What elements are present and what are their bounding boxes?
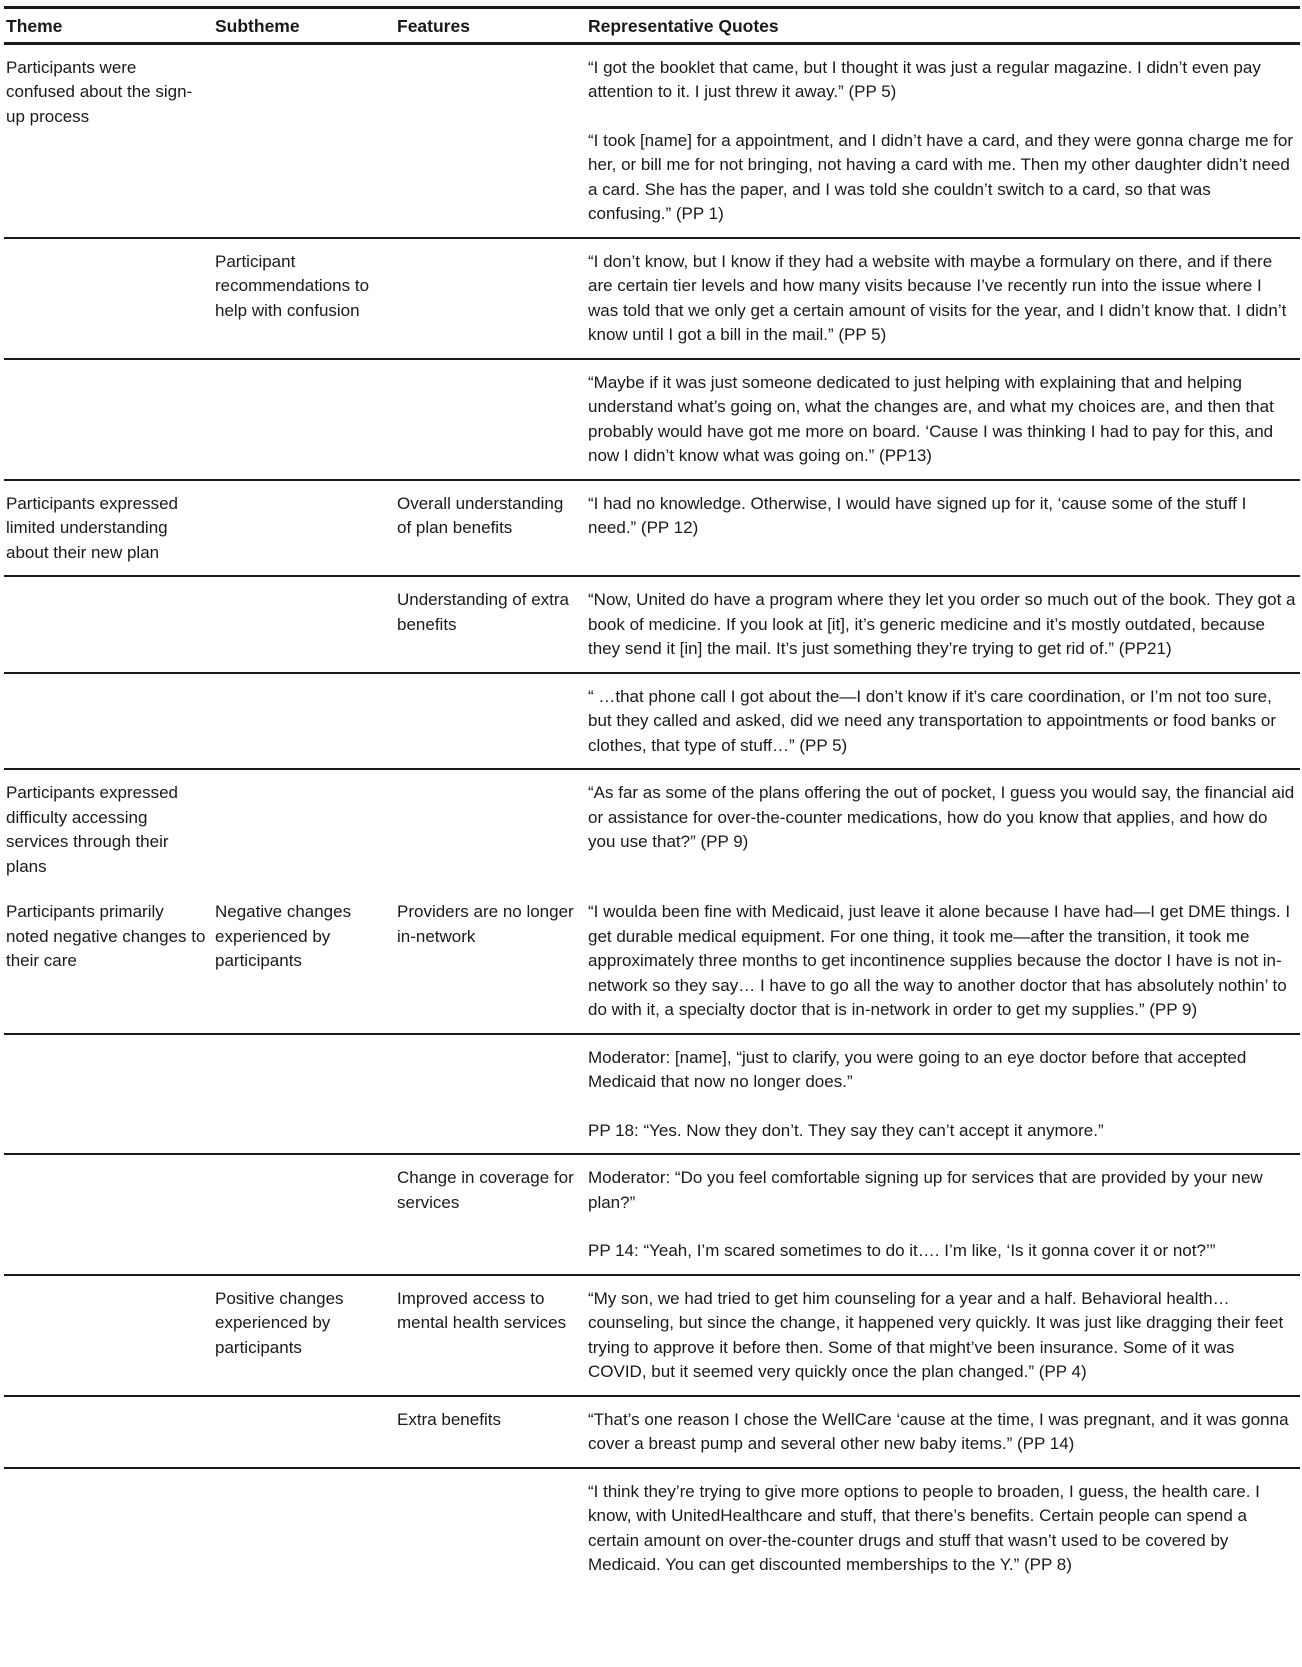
theme-cell xyxy=(4,1154,213,1275)
header-subtheme: Subtheme xyxy=(213,8,395,44)
table-body xyxy=(4,43,1300,1588)
features-cell xyxy=(395,1468,586,1588)
subtheme-cell xyxy=(213,1154,395,1275)
subtheme-cell xyxy=(213,673,395,770)
features-cell xyxy=(395,43,586,238)
representative-quote: “I had no knowledge. Otherwise, I would have signed up for it, ‘cause some of the stuff I need.” (PP 12) xyxy=(588,493,1247,537)
table-row xyxy=(4,1396,1300,1468)
features-cell xyxy=(395,769,586,889)
features-cell: Improved access to mental health services xyxy=(395,1275,586,1396)
representative-quote: Moderator: [name], “just to clarify, you were going to an eye doctor before that accepted Medicaid that now no longer does.” xyxy=(588,1047,1247,1091)
header-quotes: Representative Quotes xyxy=(586,8,1300,44)
representative-quote: PP 14: “Yeah, I’m scared sometimes to do it…. I’m like, ‘Is it gonna cover it or not?’” xyxy=(588,1241,1216,1260)
quotes-cell xyxy=(586,1396,1300,1468)
theme-cell xyxy=(4,1275,213,1396)
subtheme-cell: Positive changes experienced by participants xyxy=(213,1275,395,1396)
theme-cell xyxy=(4,1396,213,1468)
table-header xyxy=(4,8,1300,44)
theme-cell xyxy=(4,238,213,359)
quotes-cell xyxy=(586,480,1300,577)
header-row xyxy=(4,8,1300,44)
table-row xyxy=(4,1154,1300,1275)
table-row xyxy=(4,673,1300,770)
subtheme-cell xyxy=(213,359,395,480)
features-cell xyxy=(395,238,586,359)
subtheme-cell: Participant recommendations to help with confusion xyxy=(213,238,395,359)
theme-cell xyxy=(4,1468,213,1588)
table-row xyxy=(4,576,1300,673)
subtheme-cell xyxy=(213,769,395,889)
representative-quote: Moderator: “Do you feel comfortable signing up for services that are provided by your new plan?” xyxy=(588,1168,1263,1212)
features-cell xyxy=(395,1034,586,1155)
theme-cell: Participants expressed difficulty accessing services through their plans xyxy=(6,783,178,876)
subtheme-cell xyxy=(213,1034,395,1155)
quotes-cell xyxy=(586,673,1300,770)
quotes-cell xyxy=(586,769,1300,889)
subtheme-cell xyxy=(213,1468,395,1588)
representative-quote: “I woulda been fine with Medicaid, just leave it alone because I have had—I get DME things. I get durable medical equipment. For one thing, it took me—after the transition, it took me approximately three months to get incontinence supplies because the doctor I have is not in-network so they say… I have to go all the way to another doctor that has absolutely nothin’ to do with it, a specialty doctor that is in-network in order to get my supplies.” (PP 9) xyxy=(588,902,1291,1019)
theme-cell xyxy=(4,359,213,480)
header-features: Features xyxy=(395,8,586,44)
theme-cell xyxy=(4,576,213,673)
quotes-cell xyxy=(586,889,1300,1034)
quotes-cell xyxy=(586,238,1300,359)
subtheme-cell xyxy=(213,576,395,673)
quotes-cell xyxy=(586,1275,1300,1396)
table-row xyxy=(4,43,1300,238)
themes-table xyxy=(4,6,1300,1588)
representative-quote: “I took [name] for a appointment, and I didn’t have a card, and they were gonna charge me for her, or bill me for not bringing, not having a card with me. Then my other daughter didn’t need a card. She has the paper, and I was told she couldn’t switch to a card, so that was confusing.” (PP 1) xyxy=(588,130,1293,223)
features-cell: Providers are no longer in-network xyxy=(395,889,586,1034)
representative-quote: “Maybe if it was just someone dedicated to just helping with explaining that and helping understand what’s going on, what the changes are, and what my choices are, and then that probably would have got me more on board. ‘Cause I was thinking I had to pay for this, and now I didn’t know what was going on.” (PP13) xyxy=(588,372,1274,465)
themes-table-container xyxy=(4,6,1300,1588)
quotes-cell xyxy=(586,1154,1300,1275)
quotes-cell xyxy=(586,1468,1300,1588)
theme-cell xyxy=(4,1034,213,1155)
quotes-cell xyxy=(586,576,1300,673)
table-row xyxy=(4,769,1300,889)
features-cell: Overall understanding of plan benefits xyxy=(395,480,586,577)
theme-cell: Participants were confused about the sign-up process xyxy=(4,43,213,238)
table-row xyxy=(4,1468,1300,1588)
features-cell xyxy=(395,673,586,770)
quotes-cell xyxy=(586,1034,1300,1155)
quotes-cell xyxy=(586,359,1300,480)
features-cell: Extra benefits xyxy=(395,1396,586,1468)
representative-quote: “I got the booklet that came, but I thought it was just a regular magazine. I didn’t even pay attention to it. I just threw it away.” (PP 5) xyxy=(588,57,1261,101)
features-cell: Understanding of extra benefits xyxy=(395,576,586,673)
subtheme-cell xyxy=(213,43,395,238)
representative-quote: “As far as some of the plans offering the out of pocket, I guess you would say, the financial aid or assistance for over-the-counter medications, how do you know that applies, and how do you use that?” (PP 9) xyxy=(588,783,1295,851)
representative-quote: “Now, United do have a program where they let you order so much out of the book. They got a book of medicine. If you look at [it], it’s generic medicine and it’s mostly outdated, because they send it [in] the mail. It’s just something they’re trying to get rid of.” (PP21) xyxy=(588,590,1296,658)
table-row xyxy=(4,238,1300,359)
representative-quote: “I think they’re trying to give more options to people to broaden, I guess, the health care. I know, with UnitedHealthcare and stuff, that there’s benefits. Certain people can spend a certain amount on over-the-counter drugs and stuff that wasn’t used to be covered by Medicaid. You can get discounted memberships to the Y.” (PP 8) xyxy=(588,1481,1260,1574)
table-row xyxy=(4,889,1300,1034)
representative-quote: “I don’t know, but I know if they had a website with maybe a formulary on there, and if there are certain tier levels and how many visits because I’ve recently run into the issue where I was told that we only get a certain amount of visits for the year, and I didn’t know that. I didn’t know until I got a bill in the mail.” (PP 5) xyxy=(588,251,1287,344)
header-theme: Theme xyxy=(4,8,213,44)
theme-cell: Participants primarily noted negative changes to their care xyxy=(4,889,213,1034)
theme-cell: Participants expressed limited understanding about their new plan xyxy=(4,480,213,577)
representative-quote: “That’s one reason I chose the WellCare ‘cause at the time, I was pregnant, and it was gonna cover a breast pump and several other new baby items.” (PP 14) xyxy=(588,1409,1289,1453)
representative-quote: PP 18: “Yes. Now they don’t. They say they can’t accept it anymore.” xyxy=(588,1120,1104,1140)
subtheme-cell xyxy=(213,1396,395,1468)
theme-cell xyxy=(4,673,213,770)
table-row xyxy=(4,359,1300,480)
subtheme-cell xyxy=(213,480,395,577)
quotes-cell xyxy=(586,43,1300,238)
table-row xyxy=(4,480,1300,577)
subtheme-cell: Negative changes experienced by participants xyxy=(213,889,395,1034)
features-cell: Change in coverage for services xyxy=(395,1154,586,1275)
representative-quote: “My son, we had tried to get him counseling for a year and a half. Behavioral health… counseling, but since the change, it happened very quickly. It was just like dragging their feet trying to approve it before then. Some of that might’ve been insurance. Some of it was COVID, but it seemed very quickly once the plan changed.” (PP 4) xyxy=(588,1288,1284,1381)
table-row xyxy=(4,1034,1300,1155)
features-cell xyxy=(395,359,586,480)
representative-quote: “ …that phone call I got about the—I don’t know if it’s care coordination, or I’m not too sure, but they called and asked, did we need any transportation to appointments or food banks or clothes, that type of stuff…” (PP 5) xyxy=(588,686,1277,755)
table-row xyxy=(4,1275,1300,1396)
